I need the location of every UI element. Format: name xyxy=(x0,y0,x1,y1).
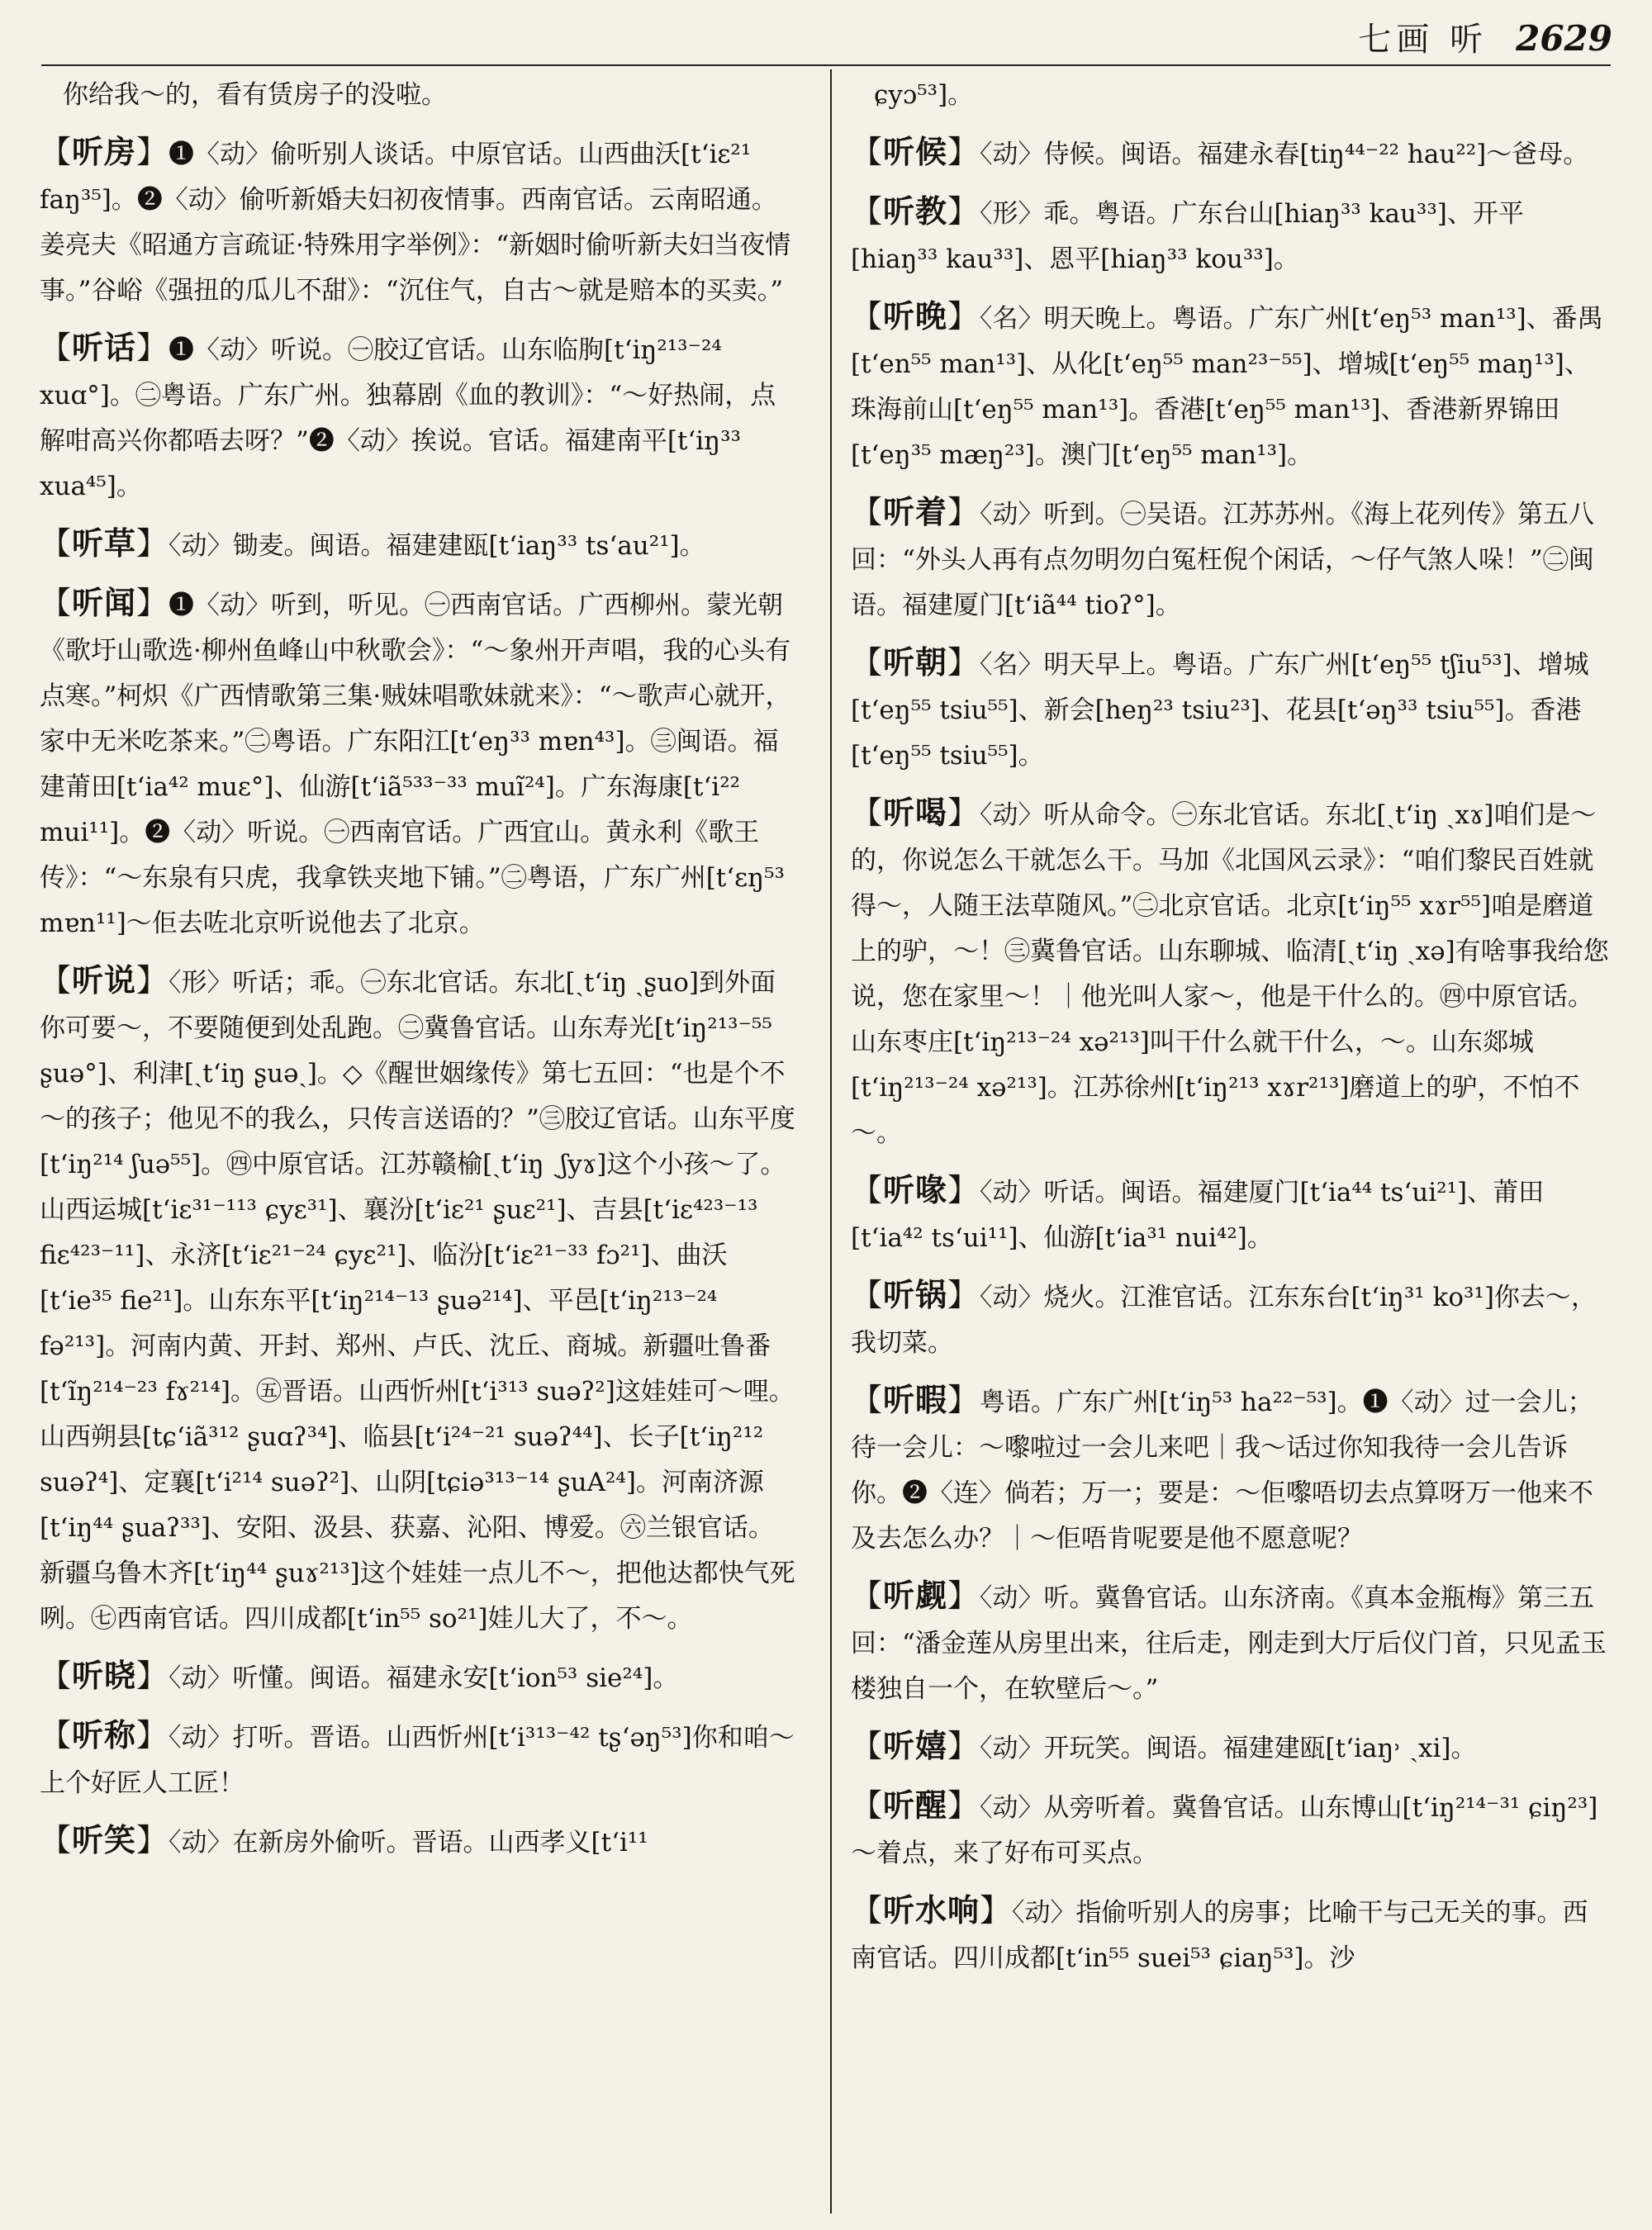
entry-headword: 【听醒】 xyxy=(851,1786,980,1824)
entry-headword: 【听话】 xyxy=(40,329,169,366)
entry-headword: 【听晚】 xyxy=(851,297,980,334)
entry-definition: 〈动〉听懂。闽语。福建永安[t‘ion⁵³ sie²⁴]。 xyxy=(169,1663,679,1693)
dictionary-entry xyxy=(851,1573,1609,1712)
entry-headword: 【听暇】 xyxy=(851,1381,980,1418)
entry-headword: 【听锅】 xyxy=(851,1276,980,1313)
dictionary-entry xyxy=(851,1272,1609,1366)
entry-headword: 【听闻】 xyxy=(40,584,169,621)
section-title: 七画 听 xyxy=(1358,21,1488,59)
dictionary-entry xyxy=(851,639,1609,779)
continuation-text: ɕyɔ⁵³]。 xyxy=(874,80,974,110)
entry-definition: 粤语。广东广州[t‘iŋ⁵³ ha²²⁻⁵³]。❶〈动〉过一会儿；待一会儿：～嚟啦过一会儿来吧｜我～话过你知我待一会儿告诉你。❷〈连〉倘若；万一；要是：～佢嚟唔切去点算呀万一他来不及去怎么办？｜～佢唔肯呢要是他不愿意呢？ xyxy=(851,1388,1593,1554)
dictionary-entry xyxy=(851,489,1609,629)
dictionary-entry xyxy=(851,188,1609,282)
entry-headword: 【听称】 xyxy=(40,1716,169,1753)
dictionary-entry xyxy=(40,520,798,569)
entry-definition: 〈动〉侍候。闽语。福建永春[tiŋ⁴⁴⁻²² hau²²]～爸母。 xyxy=(980,140,1589,169)
entry-definition: 〈形〉乖。粤语。广东台山[hiaŋ³³ kau³³]、开平[hiaŋ³³ kau³³]、恩平[hiaŋ³³ kou³³]。 xyxy=(851,199,1524,274)
entry-headword: 【听教】 xyxy=(851,192,980,230)
dictionary-entry xyxy=(851,1377,1609,1562)
entry-headword: 【听水响】 xyxy=(851,1891,1013,1929)
entry-definition: ❶〈动〉听到，听见。㊀西南官话。广西柳州。蒙光朝《歌圩山歌选·柳州鱼峰山中秋歌会》：“～象州开声唱，我的心头有点寒。”柯炽《广西情歌第三集·贼妹唱歌妹就来》：“～歌声心就开，家中无米吃茶来。”㊁粤语。广东阳江[t‘eŋ³³ mɐn⁴³]。㊂闽语。福建莆田[t‘ia⁴² muɛ°]、仙游[t‘iã⁵³³⁻³³ muĩ²⁴]。广东海康[t‘i²² mui¹¹]。❷〈动〉听说。㊀西南官话。广西宜山。黄永利《歌王传》：“～东泉有只虎，我拿铁夹地下铺。”㊁粤语，广东广州[t‘ɛŋ⁵³ mɐn¹¹]～佢去咗北京听说他去了北京。 xyxy=(40,591,791,938)
entry-definition: 〈动〉听话。闽语。福建厦门[t‘ia⁴⁴ ts‘ui²¹]、莆田[t‘ia⁴² ts‘ui¹¹]、仙游[t‘ia³¹ nui⁴²]。 xyxy=(851,1178,1545,1253)
dictionary-entry xyxy=(40,1653,798,1701)
dictionary-entry xyxy=(851,1723,1609,1772)
entry-definition: 〈动〉指偷听别人的房事；比喻干与己无关的事。西南官话。四川成都[t‘in⁵⁵ suei⁵³ ɕiaŋ⁵³]。沙 xyxy=(851,1898,1588,1973)
entry-definition: 〈名〉明天晚上。粤语。广东广州[t‘eŋ⁵³ man¹³]、番禺[t‘en⁵⁵ man¹³]、从化[t‘eŋ⁵⁵ man²³⁻⁵⁵]、增城[t‘eŋ⁵⁵ maŋ¹³]、珠海前山[t‘eŋ⁵⁵ man¹³]。香港[t‘eŋ⁵⁵ man¹³]、香港新界锦田[t‘eŋ³⁵ mæŋ²³]。澳门[t‘eŋ⁵⁵ man¹³]。 xyxy=(851,304,1603,470)
dictionary-entry xyxy=(40,580,798,947)
entry-definition: 〈动〉开玩笑。闽语。福建建瓯[t‘iaŋ˒ ˏxi]。 xyxy=(980,1734,1477,1763)
dictionary-entry xyxy=(40,325,798,510)
entry-definition: ❶〈动〉偷听别人谈话。中原官话。山西曲沃[t‘iɛ²¹ faŋ³⁵]。❷〈动〉偷听新婚夫妇初夜情事。西南官话。云南昭通。姜亮夫《昭通方言疏证·特殊用字举例》：“新姻时偷听新夫妇当夜情事。”谷峪《强扭的瓜儿不甜》：“沉住气，自古～就是赔本的买卖。” xyxy=(40,140,791,306)
entry-headword: 【听觑】 xyxy=(851,1577,980,1614)
entry-definition: 〈形〉听话；乖。㊀东北官话。东北[ˏt‘iŋ ˏʂuo]到外面你可要～，不要随便到处乱跑。㊁冀鲁官话。山东寿光[t‘iŋ²¹³⁻⁵⁵ ʂuə°]、利津[ˏt‘iŋ ʂuəˏ]。◇《醒世姻缘传》第七五回：“也是个不～的孩子；他见不的我么，只传言送语的？”㊂胶辽官话。山东平度[t‘iŋ²¹⁴ ʃuə⁵⁵]。㊃中原官话。江苏赣榆[ˏt‘iŋ ˏʃyɤ]这个小孩～了。山西运城[t‘iɛ³¹⁻¹¹³ ɕyɛ³¹]、襄汾[t‘iɛ²¹ ʂuɛ²¹]、吉县[t‘iɛ⁴²³⁻¹³ fiɛ⁴²³⁻¹¹]、永济[t‘iɛ²¹⁻²⁴ ɕyɛ²¹]、临汾[t‘iɛ²¹⁻³³ fɔ²¹]、曲沃[t‘ie³⁵ fie²¹]。山东东平[t‘iŋ²¹⁴⁻¹³ ʂuə²¹⁴]、平邑[t‘iŋ²¹³⁻²⁴ fə²¹³]。河南内黄、开封、郑州、卢氏、沈丘、商城。新疆吐鲁番[t‘ĩŋ²¹⁴⁻²³ fɤ²¹⁴]。㊄晋语。山西忻州[t‘i³¹³ suəʔ²]这娃娃可～哩。山西朔县[tɕ‘iã³¹² ʂuɑʔ³⁴]、临县[t‘i²⁴⁻²¹ suəʔ⁴⁴]、长子[t‘iŋ²¹² suəʔ⁴]、定襄[t‘i²¹⁴ suəʔ²]、山阴[tɕiə³¹³⁻¹⁴ ʂuA²⁴]。河南济源[t‘iŋ⁴⁴ ʂuaʔ³³]、安阳、汲县、获嘉、沁阳、博爱。㊅兰银官话。新疆乌鲁木齐[t‘iŋ⁴⁴ ʂuɤ²¹³]这个娃娃一点儿不～，把他达都快气死咧。㊆西南官话。四川成都[t‘in⁵⁵ so²¹]娃儿大了，不～。 xyxy=(40,968,795,1634)
entry-headword: 【听说】 xyxy=(40,961,169,999)
entry-headword: 【听喝】 xyxy=(851,794,980,831)
column-divider xyxy=(830,69,832,2213)
entry-definition: 〈动〉听。冀鲁官话。山东济南。《真本金瓶梅》第三五回：“潘金莲从房里出来，往后走，刚走到大厅后仪门首，只见孟玉楼独自一个，在软壁后～。” xyxy=(851,1583,1607,1704)
entry-definition: 〈动〉锄麦。闽语。福建建瓯[t‘iaŋ³³ ts‘au²¹]。 xyxy=(169,531,705,561)
entry-headword: 【听笑】 xyxy=(40,1821,169,1858)
entry-definition: 〈动〉打听。晋语。山西忻州[t‘i³¹³⁻⁴² tʂ‘əŋ⁵³]你和咱～上个好匠人工匠！ xyxy=(40,1723,795,1798)
entry-definition: 〈动〉在新房外偷听。晋语。山西孝义[t‘i¹¹ xyxy=(169,1828,648,1858)
entry-headword: 【听候】 xyxy=(851,133,980,170)
entry-headword: 【听朝】 xyxy=(851,643,980,681)
entry-headword: 【听嬉】 xyxy=(851,1727,980,1764)
dictionary-entry xyxy=(40,957,798,1642)
header-rule xyxy=(41,64,1611,66)
entry-definition: 〈动〉听到。㊀吴语。江苏苏州。《海上花列传》第五八回：“外头人再有点勿明勿白冤枉倪个闲话，～仔气煞人哚！”㊁闽语。福建厦门[t‘iã⁴⁴ tioʔ°]。 xyxy=(851,500,1595,620)
page-number: 2629 xyxy=(1516,18,1612,59)
running-header xyxy=(0,15,1612,63)
left-entry-list xyxy=(40,129,798,1866)
dictionary-entry xyxy=(851,1887,1609,1981)
entry-headword: 【听晓】 xyxy=(40,1657,169,1694)
entry-definition: 〈动〉听从命令。㊀东北官话。东北[ˏt‘iŋ ˏxɤ]咱们是～的，你说怎么干就怎么干。马加《北国风云录》：“咱们黎民百姓就得～，人随王法草随风。”㊁北京官话。北京[t‘iŋ⁵⁵ xɤr⁵⁵]咱是磨道上的驴，～！㊂冀鲁官话。山东聊城、临清[ˏt‘iŋ ˏxə]有啥事我给您说，您在家里～！｜他光叫人家～，他是干什么的。㊃中原官话。山东枣庄[t‘iŋ²¹³⁻²⁴ xə²¹³]叫干什么就干什么，～。山东郯城[t‘iŋ²¹³⁻²⁴ xə²¹³]。江苏徐州[t‘iŋ²¹³ xɤr²¹³]磨道上的驴，不怕不～。 xyxy=(851,800,1609,1148)
left-column xyxy=(40,73,798,2212)
entry-definition: 〈名〉明天早上。粤语。广东广州[t‘eŋ⁵⁵ tʃiu⁵³]、增城[t‘eŋ⁵⁵ tsiu⁵⁵]、新会[heŋ²³ tsiu²³]、花县[t‘əŋ³³ tsiu⁵⁵]。香港[t‘eŋ⁵⁵ tsiu⁵⁵]。 xyxy=(851,650,1589,771)
dictionary-entry xyxy=(40,1817,798,1866)
entry-headword: 【听喙】 xyxy=(851,1171,980,1208)
entry-headword: 【听着】 xyxy=(851,493,980,530)
right-entry-list xyxy=(851,129,1609,1981)
right-column xyxy=(851,73,1609,2212)
dictionary-entry xyxy=(851,1167,1609,1261)
entry-definition: 〈动〉烧火。江淮官话。江东东台[t‘iŋ³¹ ko³¹]你去～，我切菜。 xyxy=(851,1283,1597,1358)
continuation-text: 你给我～的，看有赁房子的没啦。 xyxy=(63,80,447,110)
dictionary-entry xyxy=(851,129,1609,178)
dictionary-entry xyxy=(40,129,798,314)
dictionary-entry xyxy=(851,790,1609,1156)
entry-headword: 【听房】 xyxy=(40,133,169,170)
dictionary-entry xyxy=(40,1712,798,1806)
entry-definition: ❶〈动〉听说。㊀胶辽官话。山东临朐[t‘iŋ²¹³⁻²⁴ xuɑ°]。㊁粤语。广东广州。独幕剧《血的教训》：“～好热闹，点解咁高兴你都唔去呀？”❷〈动〉挨说。官话。福建南平[t‘iŋ³³ xua⁴⁵]。 xyxy=(40,335,776,501)
dictionary-entry xyxy=(851,293,1609,478)
entry-definition: 〈动〉从旁听着。冀鲁官话。山东博山[t‘iŋ²¹⁴⁻³¹ ɕiŋ²³]～着点，来了好布可买点。 xyxy=(851,1793,1598,1868)
entry-headword: 【听草】 xyxy=(40,524,169,562)
dictionary-entry xyxy=(851,1782,1609,1877)
